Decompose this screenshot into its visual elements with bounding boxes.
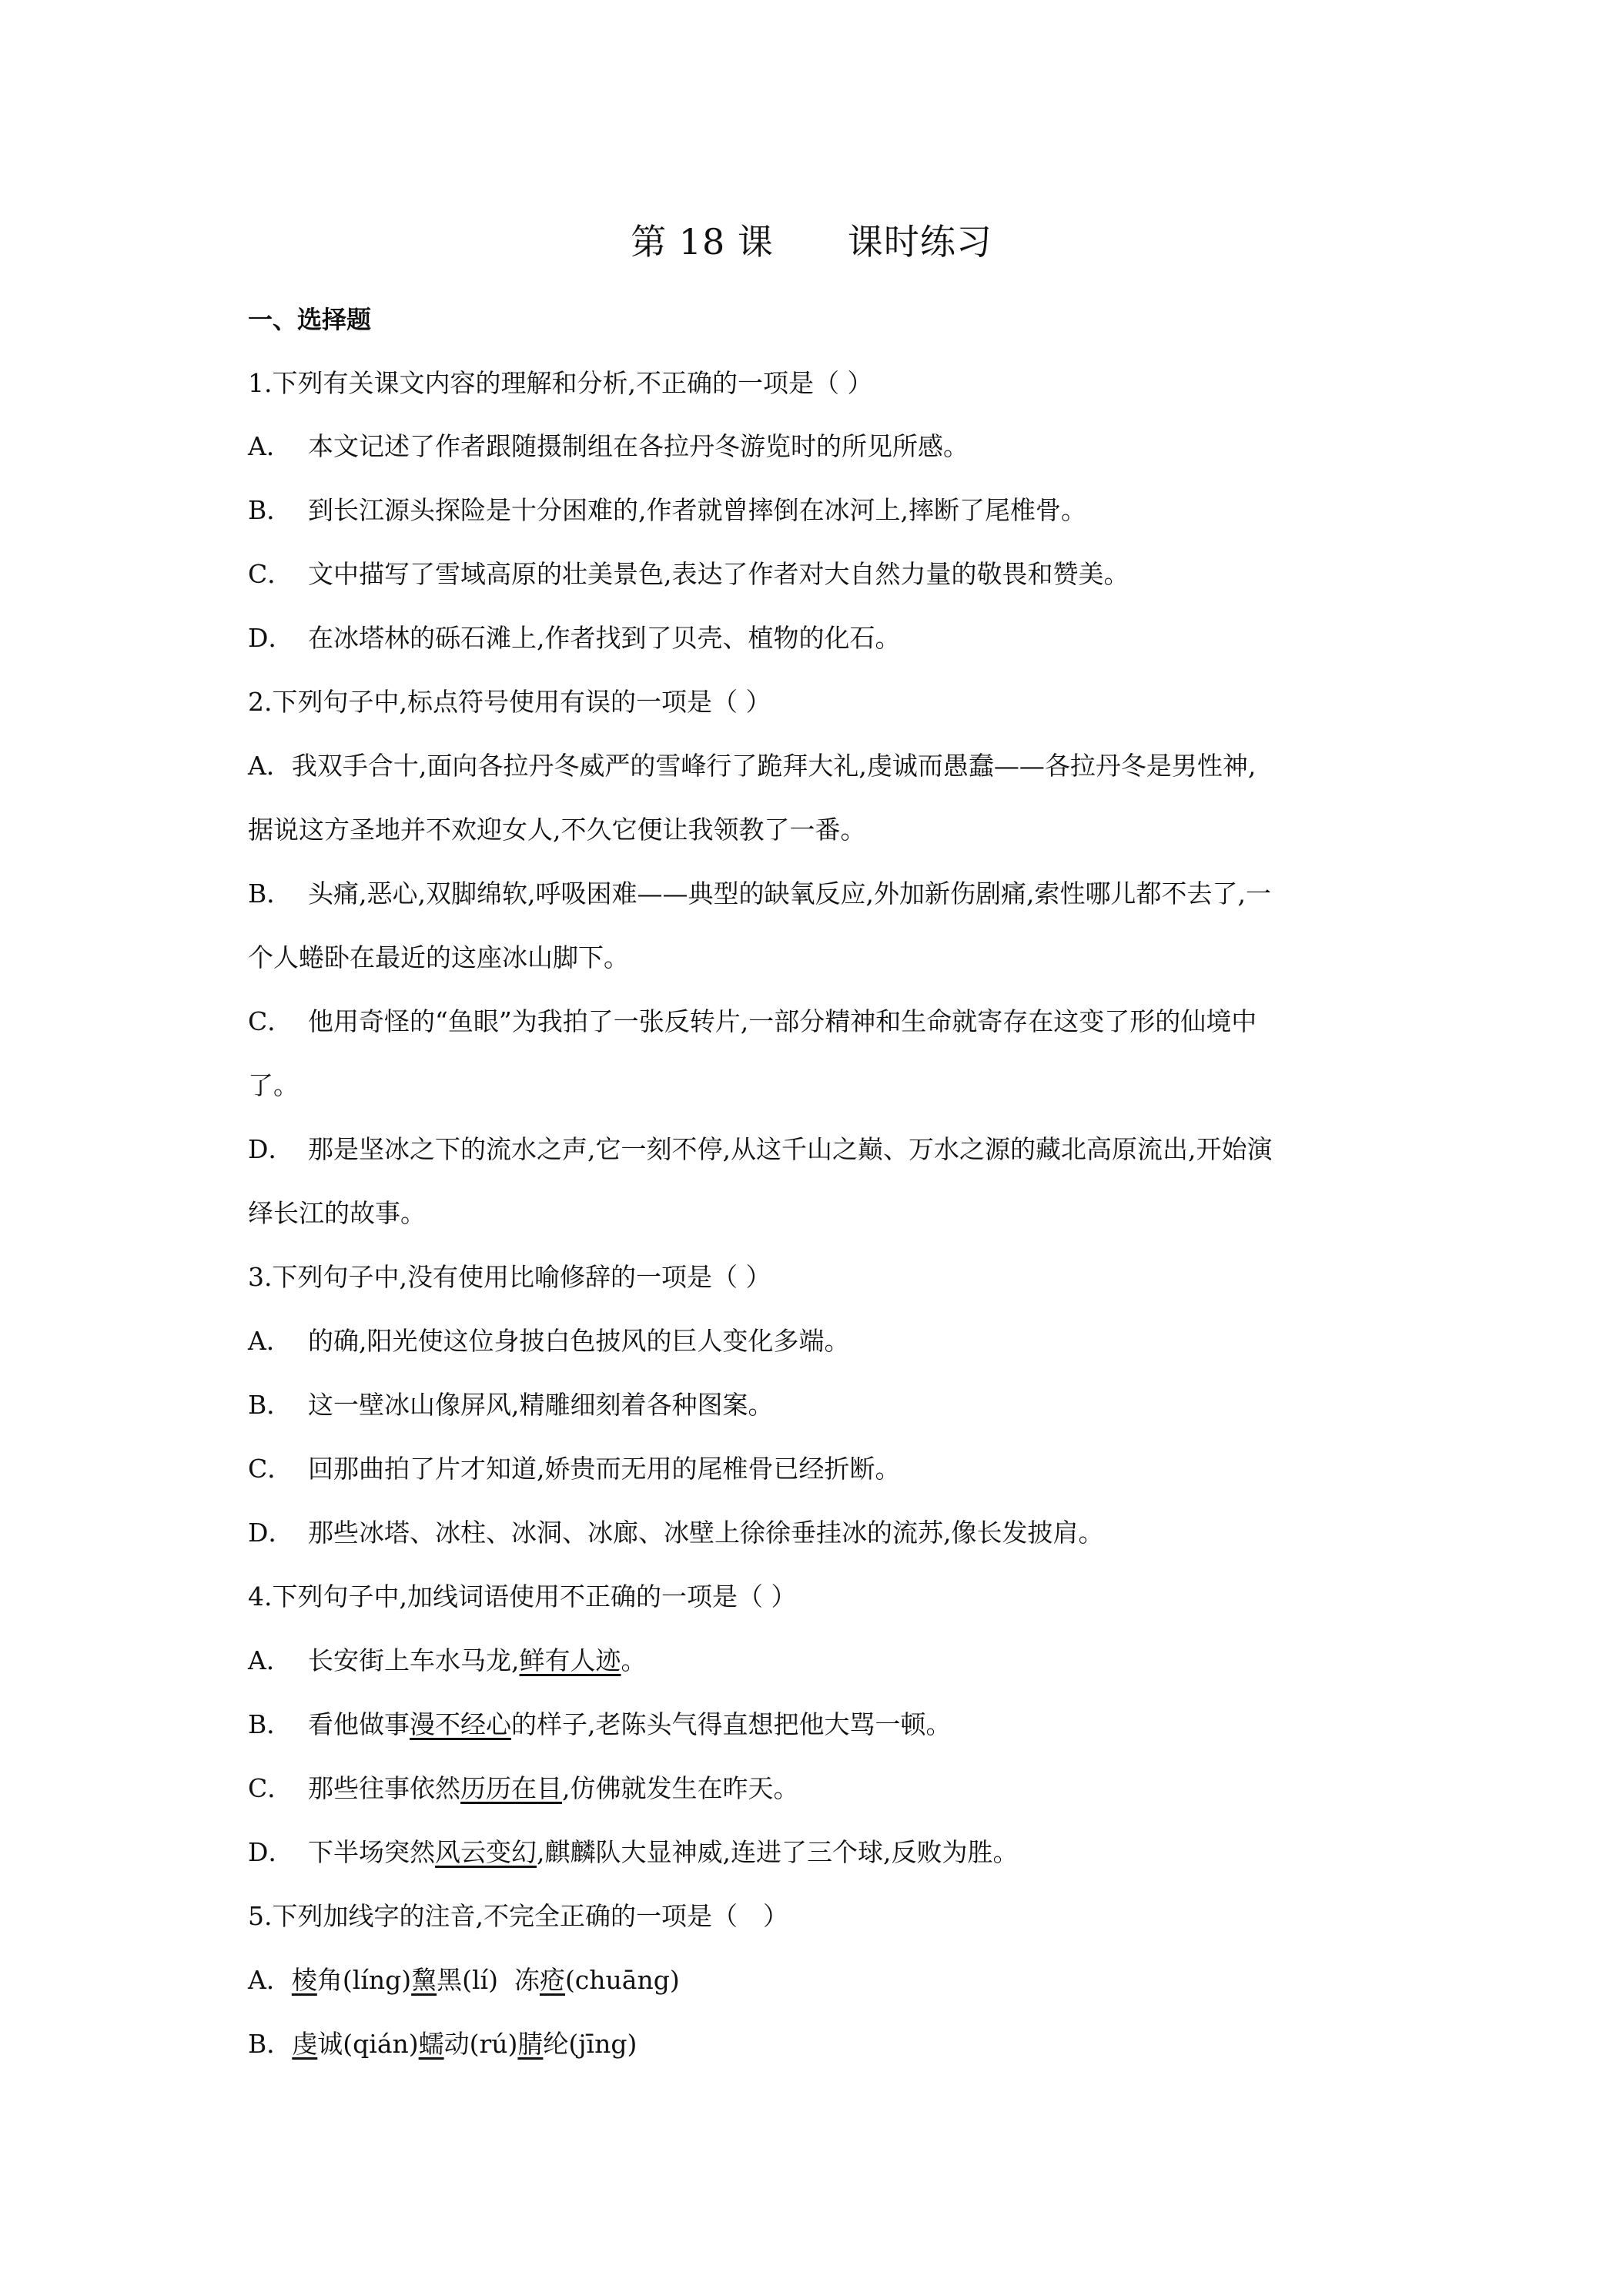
- option-continuation: 个人蜷卧在最近的这座冰山脚下。: [248, 942, 629, 972]
- option-line: D． 那些冰塔、冰柱、冰洞、冰廊、冰壁上徐徐垂挂冰的流苏,像长发披肩。: [248, 1518, 1104, 1548]
- underlined-term: 历历在目: [460, 1773, 562, 1803]
- option-line: D． 那是坚冰之下的流水之声,它一刻不停,从这千山之巅、万水之源的藏北高原流出,开始演: [248, 1134, 1273, 1164]
- option-continuation: 了。: [248, 1070, 299, 1100]
- underlined-term: 风云变幻: [435, 1837, 537, 1867]
- question-stem: 3.下列句子中,没有使用比喻修辞的一项是（ ）: [248, 1262, 771, 1292]
- option-line: D． 在冰塔林的砾石滩上,作者找到了贝壳、植物的化石。: [248, 623, 901, 653]
- option-line: C． 回那曲拍了片才知道,娇贵而无用的尾椎骨已经折断。: [248, 1454, 901, 1484]
- option-line: B． 这一壁冰山像屏风,精雕细刻着各种图案。: [248, 1390, 774, 1420]
- option-line: C． 文中描写了雪域高原的壮美景色,表达了作者对大自然力量的敬畏和赞美。: [248, 559, 1129, 589]
- question-stem: 5.下列加线字的注音,不完全正确的一项是（ ）: [248, 1901, 788, 1931]
- section-heading: 一、选择题: [248, 305, 372, 334]
- question-stem: 2.下列句子中,标点符号使用有误的一项是（ ）: [248, 687, 771, 717]
- option-line: B． 到长江源头探险是十分困难的,作者就曾摔倒在冰河上,摔断了尾椎骨。: [248, 495, 1086, 525]
- option-line: A． 长安街上车水马龙,鲜有人迹。: [248, 1645, 647, 1675]
- option-line: C． 他用奇怪的“鱼眼”为我拍了一张反转片,一部分精神和生命就寄存在这变了形的仙境中: [248, 1006, 1257, 1036]
- question-stem: 4.下列句子中,加线词语使用不正确的一项是（ ）: [248, 1581, 797, 1612]
- option-line: A．棱角(líng)黧黑(lí) 冻疮(chuāng): [248, 1965, 680, 1995]
- option-line: D． 下半场突然风云变幻,麒麟队大显神威,连进了三个球,反败为胜。: [248, 1837, 1019, 1867]
- option-line: B． 头痛,恶心,双脚绵软,呼吸困难——典型的缺氧反应,外加新伤剧痛,索性哪儿都不去了,一: [248, 879, 1271, 909]
- option-continuation: 据说这方圣地并不欢迎女人,不久它便让我领教了一番。: [248, 815, 866, 845]
- option-line: A．我双手合十,面向各拉丹冬威严的雪峰行了跪拜大礼,虔诚而愚蠢——各拉丹冬是男性神,: [248, 751, 1257, 781]
- page-title: [0, 214, 1623, 265]
- lesson-title: 课时练习: [847, 221, 992, 263]
- question-stem: 1.下列有关课文内容的理解和分析,不正确的一项是（ ）: [248, 368, 873, 398]
- option-continuation: 绎长江的故事。: [248, 1198, 426, 1228]
- underlined-term: 鲜有人迹: [519, 1645, 621, 1675]
- lesson-number: 第 18 课: [631, 221, 774, 263]
- option-line: B．虔诚(qián)蠕动(rú)腈纶(jīng): [248, 2029, 637, 2059]
- option-line: A． 的确,阳光使这位身披白色披风的巨人变化多端。: [248, 1326, 850, 1356]
- option-line: C． 那些往事依然历历在目,仿佛就发生在昨天。: [248, 1773, 799, 1803]
- option-line: B． 看他做事漫不经心的样子,老陈头气得直想把他大骂一顿。: [248, 1709, 952, 1739]
- option-line: A． 本文记述了作者跟随摄制组在各拉丹冬游览时的所见所感。: [248, 431, 969, 461]
- underlined-term: 漫不经心: [410, 1709, 511, 1739]
